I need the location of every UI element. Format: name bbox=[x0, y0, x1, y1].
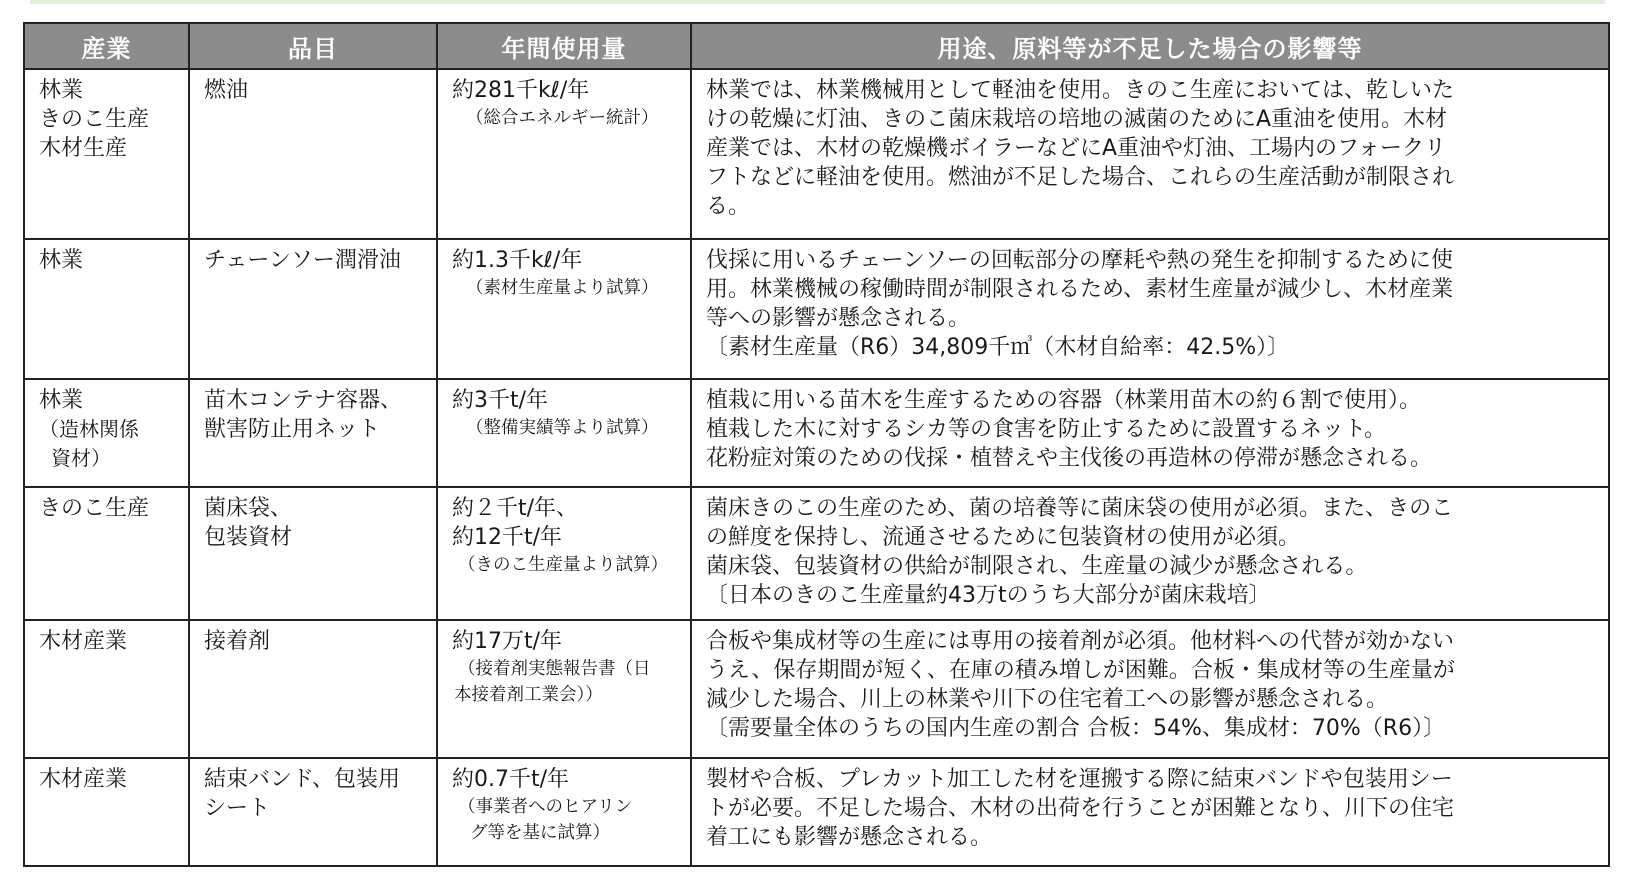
usage-text: 植栽した木に対するシカ等の食害を防止するために設置するネット。 bbox=[706, 417, 1387, 442]
amount-cell bbox=[437, 69, 691, 239]
material-impact-table bbox=[23, 22, 1610, 867]
usage-text: 林業では、林業機械用として軽油を使用。きのこ生産においては、乾しいた bbox=[706, 78, 1455, 103]
usage-text: 減少した場合、川上の林業や川下の住宅着工への影響が懸念される。 bbox=[706, 687, 1389, 712]
usage-text: 用。林業機械の稼働時間が制限されるため、素材生産量が減少し、木材産業 bbox=[706, 277, 1454, 302]
top-decorative-rule bbox=[30, 0, 1605, 4]
industry-text: きのこ生産 bbox=[39, 496, 150, 521]
amount-source-note: （きのこ生産量より試算） bbox=[458, 555, 668, 575]
usage-impact-cell bbox=[691, 379, 1609, 487]
usage-text: 製材や合板、プレカット加工した材を運搬する際に結束バンドや包装用シー bbox=[706, 767, 1453, 792]
industry-text: 資材） bbox=[51, 446, 111, 470]
usage-text: る。 bbox=[706, 194, 751, 219]
item-text: 接着剤 bbox=[204, 629, 271, 654]
item-text: 苗木コンテナ容器、 bbox=[204, 388, 403, 413]
usage-text: 伐採に用いるチェーンソーの回転部分の摩耗や熱の発生を抑制するために使 bbox=[706, 248, 1453, 273]
amount-cell bbox=[437, 239, 691, 379]
industry-cell bbox=[24, 758, 189, 866]
industry-text: 林業 bbox=[39, 78, 84, 103]
item-text: 菌床袋、 bbox=[204, 496, 293, 521]
usage-text: 花粉症対策のための伐採・植替えや主伐後の再造林の停滞が懸念される。 bbox=[706, 446, 1433, 471]
amount-source-note: グ等を基に試算） bbox=[470, 823, 610, 843]
industry-cell bbox=[24, 620, 189, 758]
usage-text: 産業では、木材の乾燥機ボイラーなどにA重油や灯油、工場内のフォークリ bbox=[706, 136, 1446, 161]
header-usage-impact: 用途、原料等が不足した場合の影響等 bbox=[691, 23, 1609, 69]
industry-cell bbox=[24, 69, 189, 239]
item-text: 包装資材 bbox=[204, 525, 293, 550]
table-row bbox=[24, 758, 1609, 866]
amount-source-note: （総合エネルギー統計） bbox=[466, 108, 659, 128]
table-row bbox=[24, 487, 1609, 620]
amount-source-note: （事業者へのヒアリン bbox=[458, 797, 633, 817]
item-text: シート bbox=[204, 796, 271, 821]
industry-text: 林業 bbox=[39, 248, 84, 273]
usage-impact-cell bbox=[691, 487, 1609, 620]
industry-text: 林業 bbox=[39, 388, 84, 413]
industry-text: （造林関係 bbox=[39, 417, 139, 441]
amount-value: 約281千kℓ/年 bbox=[452, 78, 590, 103]
header-industry: 産業 bbox=[24, 23, 189, 69]
amount-value: 約0.7千t/年 bbox=[452, 767, 570, 792]
header-row bbox=[24, 23, 1609, 69]
amount-source-note: （素材生産量より試算） bbox=[466, 278, 659, 298]
header-annual-usage: 年間使用量 bbox=[437, 23, 691, 69]
amount-source-note: （接着剤実態報告書（日 bbox=[458, 659, 651, 679]
item-cell bbox=[189, 239, 437, 379]
industry-cell bbox=[24, 379, 189, 487]
usage-text: 〔日本のきのこ生産量約43万tのうち大部分が菌床栽培〕 bbox=[706, 583, 1271, 608]
usage-text: 合板や集成材等の生産には専用の接着剤が必須。他材料への代替が効かない bbox=[706, 629, 1455, 654]
table-row bbox=[24, 69, 1609, 239]
item-text: 獣害防止用ネット bbox=[204, 417, 381, 442]
usage-text: フトなどに軽油を使用。燃油が不足した場合、これらの生産活動が制限され bbox=[706, 165, 1455, 190]
usage-text: 〔需要量全体のうちの国内生産の割合 合板：54%、集成材：70%（R6）〕 bbox=[706, 716, 1446, 741]
table-row bbox=[24, 620, 1609, 758]
item-cell bbox=[189, 487, 437, 620]
table-row bbox=[24, 379, 1609, 487]
industry-text: きのこ生産 bbox=[39, 107, 150, 132]
usage-text: けの乾燥に灯油、きのこ菌床栽培の培地の滅菌のためにA重油を使用。木材 bbox=[706, 107, 1448, 132]
amount-source-note: （整備実績等より試算） bbox=[466, 418, 659, 438]
usage-text: うえ、保存期間が短く、在庫の積み増しが困難。合板・集成材等の生産量が bbox=[706, 658, 1455, 683]
amount-value: 約12千t/年 bbox=[452, 525, 563, 550]
item-cell bbox=[189, 758, 437, 866]
usage-text: の鮮度を保持し、流通させるために包装資材の使用が必須。 bbox=[706, 525, 1301, 550]
header-item: 品目 bbox=[189, 23, 437, 69]
usage-impact-cell bbox=[691, 239, 1609, 379]
usage-text: 菌床きのこの生産のため、菌の培養等に菌床袋の使用が必須。また、きのこ bbox=[706, 496, 1454, 521]
usage-impact-cell bbox=[691, 758, 1609, 866]
industry-text: 木材産業 bbox=[39, 629, 128, 654]
amount-source-note: 本接着剤工業会）） bbox=[454, 685, 603, 705]
amount-value: 約3千t/年 bbox=[452, 388, 549, 413]
usage-impact-cell bbox=[691, 620, 1609, 758]
item-text: 結束バンド、包装用 bbox=[204, 767, 401, 792]
industry-cell bbox=[24, 487, 189, 620]
table-row bbox=[24, 239, 1609, 379]
usage-impact-cell bbox=[691, 69, 1609, 239]
amount-cell bbox=[437, 758, 691, 866]
item-text: 燃油 bbox=[204, 78, 249, 103]
item-cell bbox=[189, 620, 437, 758]
usage-text: トが必要。不足した場合、木材の出荷を行うことが困難となり、川下の住宅 bbox=[706, 796, 1455, 821]
industry-cell bbox=[24, 239, 189, 379]
amount-value: 約1.3千kℓ/年 bbox=[452, 248, 583, 273]
usage-text: 菌床袋、包装資材の供給が制限され、生産量の減少が懸念される。 bbox=[706, 554, 1368, 579]
industry-text: 木材産業 bbox=[39, 767, 128, 792]
amount-value: 約２千t/年、 bbox=[452, 496, 579, 521]
usage-text: 着工にも影響が懸念される。 bbox=[706, 825, 993, 850]
amount-cell bbox=[437, 487, 691, 620]
item-cell bbox=[189, 379, 437, 487]
industry-text: 木材生産 bbox=[39, 136, 128, 161]
item-cell bbox=[189, 69, 437, 239]
amount-cell bbox=[437, 379, 691, 487]
usage-text: 〔素材生産量（R6）34,809千㎥（木材自給率：42.5%）〕 bbox=[706, 335, 1290, 360]
item-text: チェーンソー潤滑油 bbox=[204, 248, 401, 273]
usage-text: 等への影響が懸念される。 bbox=[706, 306, 971, 331]
usage-text: 植栽に用いる苗木を生産するための容器（林業用苗木の約６割で使用）。 bbox=[706, 388, 1422, 413]
amount-value: 約17万t/年 bbox=[452, 629, 563, 654]
amount-cell bbox=[437, 620, 691, 758]
